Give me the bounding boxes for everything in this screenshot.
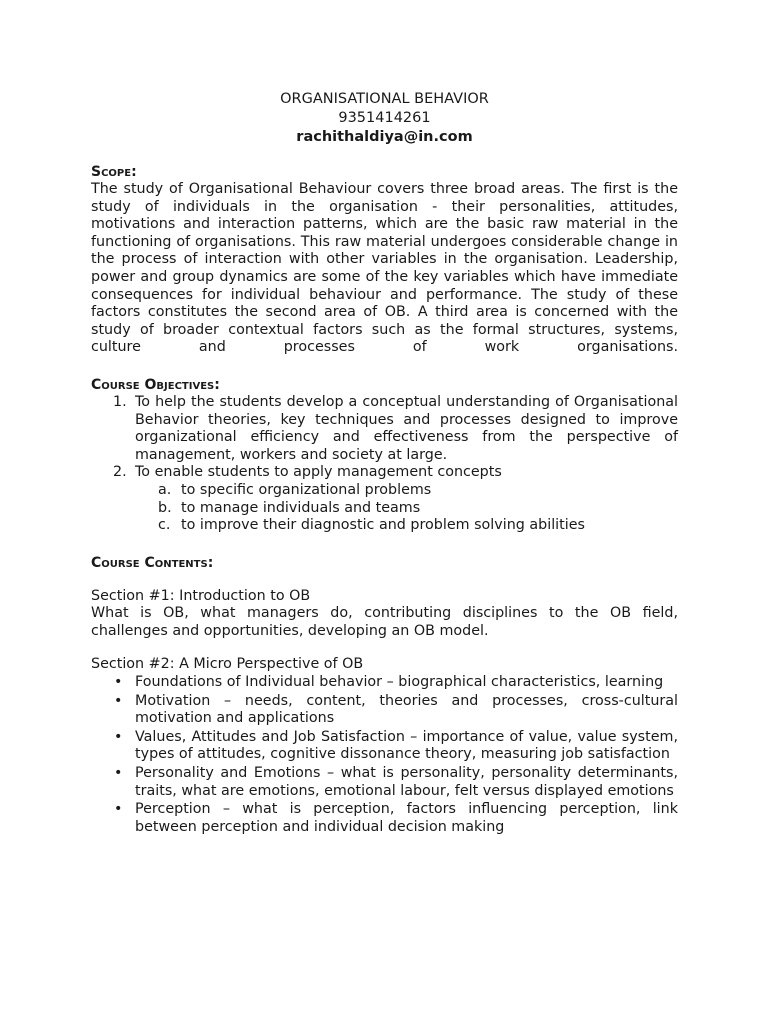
scope-paragraph: The study of Organisational Behaviour covers three broad areas. The first is the study of individuals in the organisation - their personalities, attitudes, motivations and interaction patterns, which are the basic raw material in the functioning of organisations. This raw material undergoes considerable change in the process of interaction with other variables in the organisation. Leadership, power and group dynamics are some of the key variables which have immediate consequences for individual behaviour and performance. The study of these factors constitutes the second area of OB. A third area is concerned with the study of broader contextual factors such as the formal structures, systems, culture and processes of work organisations. (91, 181, 678, 356)
phone-number: 9351414261 (338, 110, 431, 126)
section-2 (91, 656, 678, 836)
objective-number: 2. (113, 464, 127, 481)
scope-section (91, 163, 678, 357)
section-2-title: Section #2: A Micro Perspective of OB (91, 656, 364, 673)
scope-heading: Scope: (91, 164, 137, 180)
objective-number: 1. (113, 393, 127, 410)
list-item-text: Values, Attitudes and Job Satisfaction – importance of value, value system, types of attitudes, cognitive dissonance theory, measuring job satisfaction (135, 728, 678, 763)
objective-subitem (91, 517, 678, 535)
contents-section (91, 554, 678, 837)
document-header (91, 90, 678, 147)
objective-item (91, 464, 678, 482)
objective-subitem (91, 482, 678, 500)
bullet-icon: • (114, 765, 123, 782)
list-item-text: Perception – what is perception, factors influencing perception, link between perception and individual decision making (135, 801, 678, 835)
list-item (91, 674, 678, 692)
objective-subitems (91, 482, 678, 535)
list-item (91, 765, 678, 800)
objectives-heading: Course Objectives: (91, 376, 220, 393)
objectives-section (91, 376, 678, 535)
objective-subitem (91, 500, 678, 518)
bullet-icon: • (114, 728, 123, 745)
bullet-icon: • (114, 674, 123, 691)
list-item (91, 729, 678, 764)
section-1 (91, 588, 678, 641)
subitem-letter: c. (158, 517, 171, 534)
list-item (91, 801, 678, 836)
objectives-list (91, 394, 678, 482)
bullet-icon: • (114, 692, 123, 709)
objective-item (91, 394, 678, 464)
section-1-title: Section #1: Introduction to OB (91, 587, 311, 604)
contents-heading: Course Contents: (91, 554, 214, 571)
objective-text: To enable students to apply management concepts (135, 464, 502, 481)
section-2-list (91, 674, 678, 836)
subitem-letter: b. (158, 499, 172, 516)
list-item-text: Personality and Emotions – what is personality, personality determinants, traits, what are emotions, emotional labour, felt versus displayed emotions (135, 765, 678, 799)
list-item-text: Foundations of Individual behavior – biographical characteristics, learning (135, 674, 664, 691)
email-address: rachithaldiya@in.com (296, 129, 473, 145)
list-item-text: Motivation – needs, content, theories and processes, cross-cultural motivation and applications (135, 692, 678, 727)
subitem-text: to specific organizational problems (181, 481, 432, 498)
objective-text: To help the students develop a conceptual understanding of Organisational Behavior theories, key techniques and processes designed to improve organizational efficiency and effectiveness from the perspective of management, workers and society at large. (135, 393, 678, 463)
document-page (91, 90, 678, 837)
bullet-icon: • (114, 801, 123, 818)
list-item (91, 693, 678, 728)
subitem-text: to improve their diagnostic and problem solving abilities (181, 517, 585, 534)
document-title: ORGANISATIONAL BEHAVIOR (280, 91, 489, 107)
subitem-letter: a. (158, 481, 172, 498)
section-1-text: What is OB, what managers do, contributing disciplines to the OB field, challenges and opportunities, developing an OB model. (91, 605, 678, 639)
subitem-text: to manage individuals and teams (181, 499, 421, 516)
